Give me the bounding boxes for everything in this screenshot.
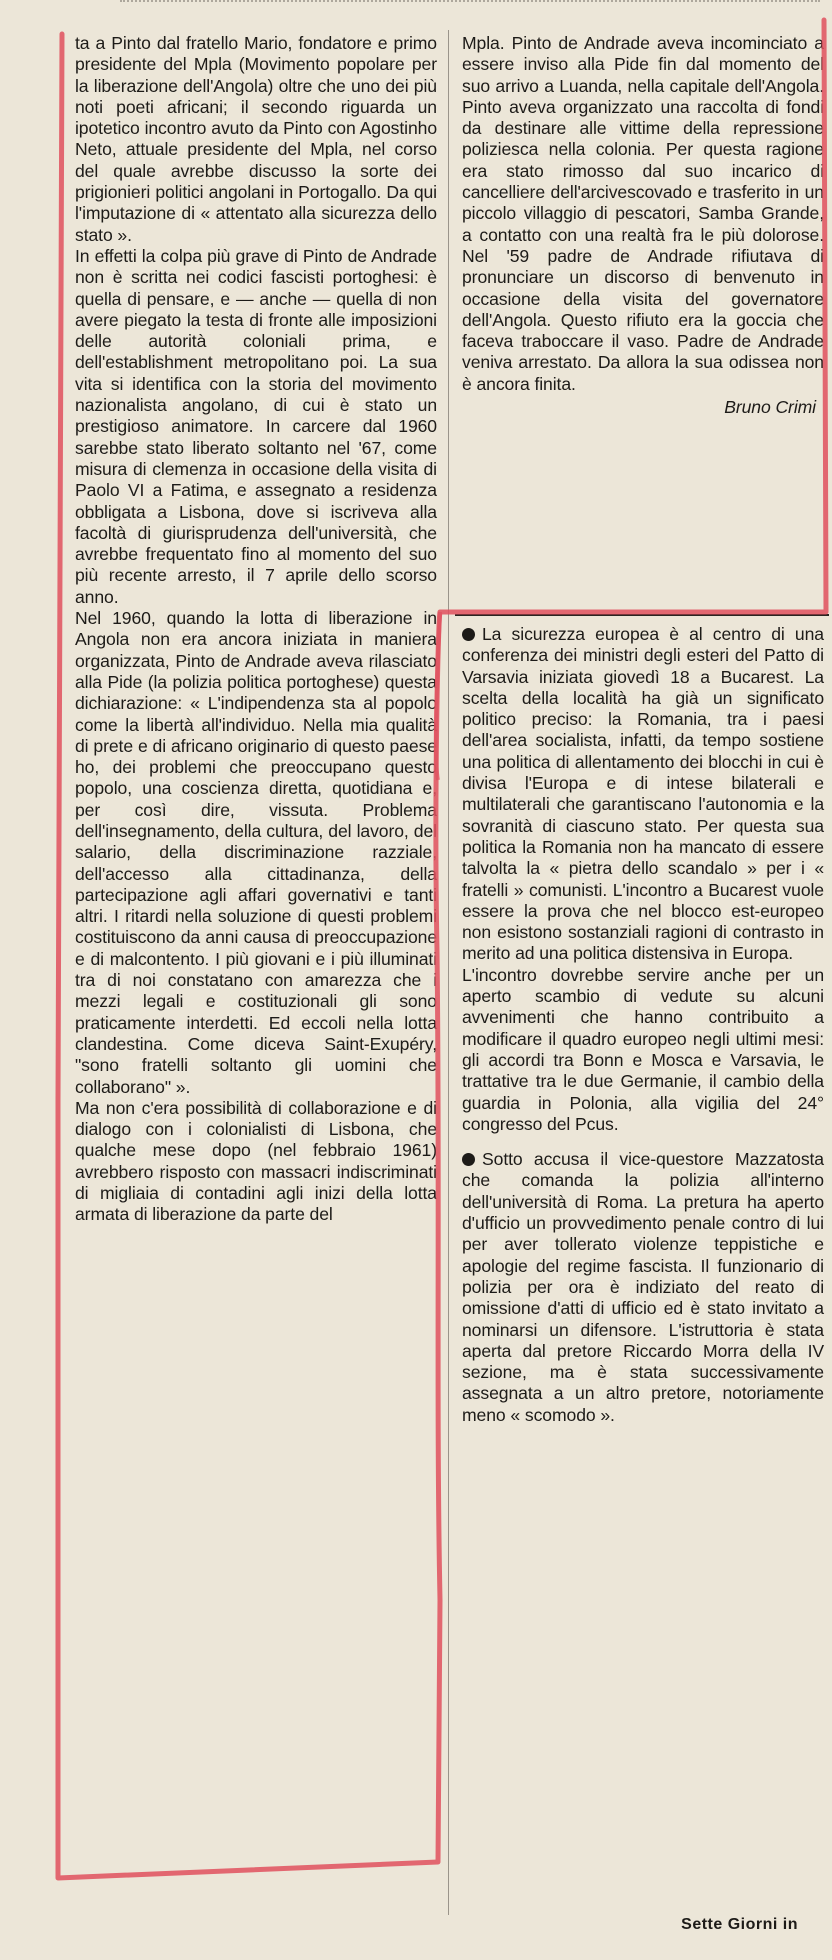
news-item-bucarest [462,624,824,965]
publication-footer: Sette Giorni in [681,1916,798,1933]
news-paragraph: L'incontro dovrebbe servire anche per un aperto scambio di vedute su alcuni avvenimenti che hanno contribuito a modificare il quadro europeo negli ultimi mesi: gli accordi tra Bonn e Mosca e Varsavia, le trattative tra le due Germanie, il cambio della guardia in Polonia, alla vigilia del 24° congresso del Pcus. [462,964,824,1134]
author-signature: Bruno Crimi [724,397,816,418]
article-paragraph: Mpla. Pinto de Andrade aveva incominciato a essere inviso alla Pide fin dal momento del suo arrivo a Luanda, nella capitale dell'Angola. Pinto aveva organizzato una raccolta di fondi da destinare alle vittime della repressione poliziesca nella colonia. Per questa ragione era stato rimosso dal suo incarico di cancelliere dell'arcivescovado e trasferito in un piccolo villaggio di pescatori, Samba Grande, a contatto con una realtà fra le più dolorose. Nel '59 padre de Andrade rifiutava di pronunciare un discorso di benvenuto in occasione della visita del governatore dell'Angola. Questo rifiuto era la goccia che faceva traboccare il vaso. Padre de Andrade veniva arrestato. Da allora la sua odissea non è ancora finita. [462,33,824,394]
cropped-top-text-fragments [120,0,820,10]
news-briefs-column [462,624,824,1426]
article-left-column [75,33,437,1226]
bullet-icon [462,1153,475,1166]
article-paragraph: Nel 1960, quando la lotta di liberazione in Angola non era ancora iniziata in maniera organizzata, Pinto de Andrade aveva rilasciato alla Pide (la polizia politica portoghese) questa dichiarazione: « L'indipendenza sta al popolo come la libertà all'individuo. Nella mia qualità di prete e di africano originario di questo paese ho, dei problemi che preoccupano questo popolo, una coscienza diretta, quotidiana e, per così dire, vissuta. Problema dell'insegnamento, della cultura, del lavoro, del salario, della discriminazione razziale, dell'accesso alla cittadinanza, della partecipazione agli affari governativi e tanti altri. I ritardi nella soluzione di questi problemi costituiscono da anni causa di preoccupazione e di malcontento. I più giovani e i più illuminati tra di noi constatano con amarezza che i mezzi legali e costituzionali gli sono praticamente interdetti. Ed eccoli nella lotta clandestina. Come diceva Saint-Exupéry, "sono fratelli soltanto gli uomini che collaborano" ». [75,608,437,1097]
column-divider [448,30,449,1915]
article-right-column [462,33,824,418]
section-separator-rule [455,614,829,616]
news-item-mazzatosta [462,1149,824,1426]
article-paragraph: In effetti la colpa più grave di Pinto de Andrade non è scritta nei codici fascisti portoghesi: è quella di pensare, e — anche — quella di non avere piegato la testa di fronte alle imposizioni delle autorità coloniali prima, e dell'establishment metropolitano poi. La sua vita si identifica con la storia del movimento nazionalista angolano, di cui è stato un prestigioso animatore. In carcere dal 1960 sarebbe stato liberato soltanto nel '67, come misura di clemenza in occasione della visita di Paolo VI a Fatima, e assegnato a residenza obbligata a Lisbona, dove si iscriveva alla facoltà di giurisprudenza dell'università, che avrebbe frequentato fino al momento del suo più recente arresto, il 7 aprile dello scorso anno. [75,245,437,607]
news-paragraph: La sicurezza europea è al centro di una conferenza dei ministri degli esteri del Patto di Varsavia iniziata giovedì 18 a Bucarest. La scelta della località ha già un significato politico preciso: la Romania, tra i paesi dell'area socialista, infatti, da tempo sostiene una politica di allentamento dei blocchi in cui è divisa l'Europa e di intese bilaterali e multilaterali che garantiscano l'autonomia e la sovranità di ciascuno stato. Per questa sua politica la Romania non ha mancato di essere talvolta la « pietra dello scandalo » per i « fratelli » comunisti. L'incontro a Bucarest vuole essere la prova che nel blocco est-europeo non esistono sostanziali ragioni di contrasto in merito ad una politica distensiva in Europa. [462,624,824,964]
article-paragraph: ta a Pinto dal fratello Mario, fondatore e primo presidente del Mpla (Movimento popolare per la liberazione dell'Angola) oltre che uno dei più noti poeti africani; il secondo riguarda un ipotetico incontro avuto da Pinto con Agostinho Neto, attuale presidente del Mpla, nel corso del quale avrebbe discusso la sorte dei prigionieri politici angolani in Portogallo. Da qui l'imputazione di « attentato alla sicurezza dello stato ». [75,33,437,245]
article-paragraph: Ma non c'era possibilità di collaborazione e di dialogo con i colonialisti di Lisbona, che qualche mese dopo (nel febbraio 1961) avrebbero risposto con massacri indiscriminati di migliaia di contadini agli inizi della lotta armata di liberazione da parte del [75,1097,437,1225]
news-paragraph: Sotto accusa il vice-questore Mazzatosta che comanda la polizia all'interno dell'università di Roma. La pretura ha aperto d'ufficio un provvedimento penale contro di lui per aver tollerato violenze teppistiche e apologie del regime fascista. Il funzionario di polizia per ora è indiziato del reato di omissione d'atti di ufficio ed è stato invitato a nominarsi un difensore. L'istruttoria è stata aperta dal pretore Riccardo Morra della IV sezione, ma è stata successivamente assegnata a un altro pretore, notoriamente meno « scomodo ». [462,1149,824,1425]
bullet-icon [462,628,475,641]
